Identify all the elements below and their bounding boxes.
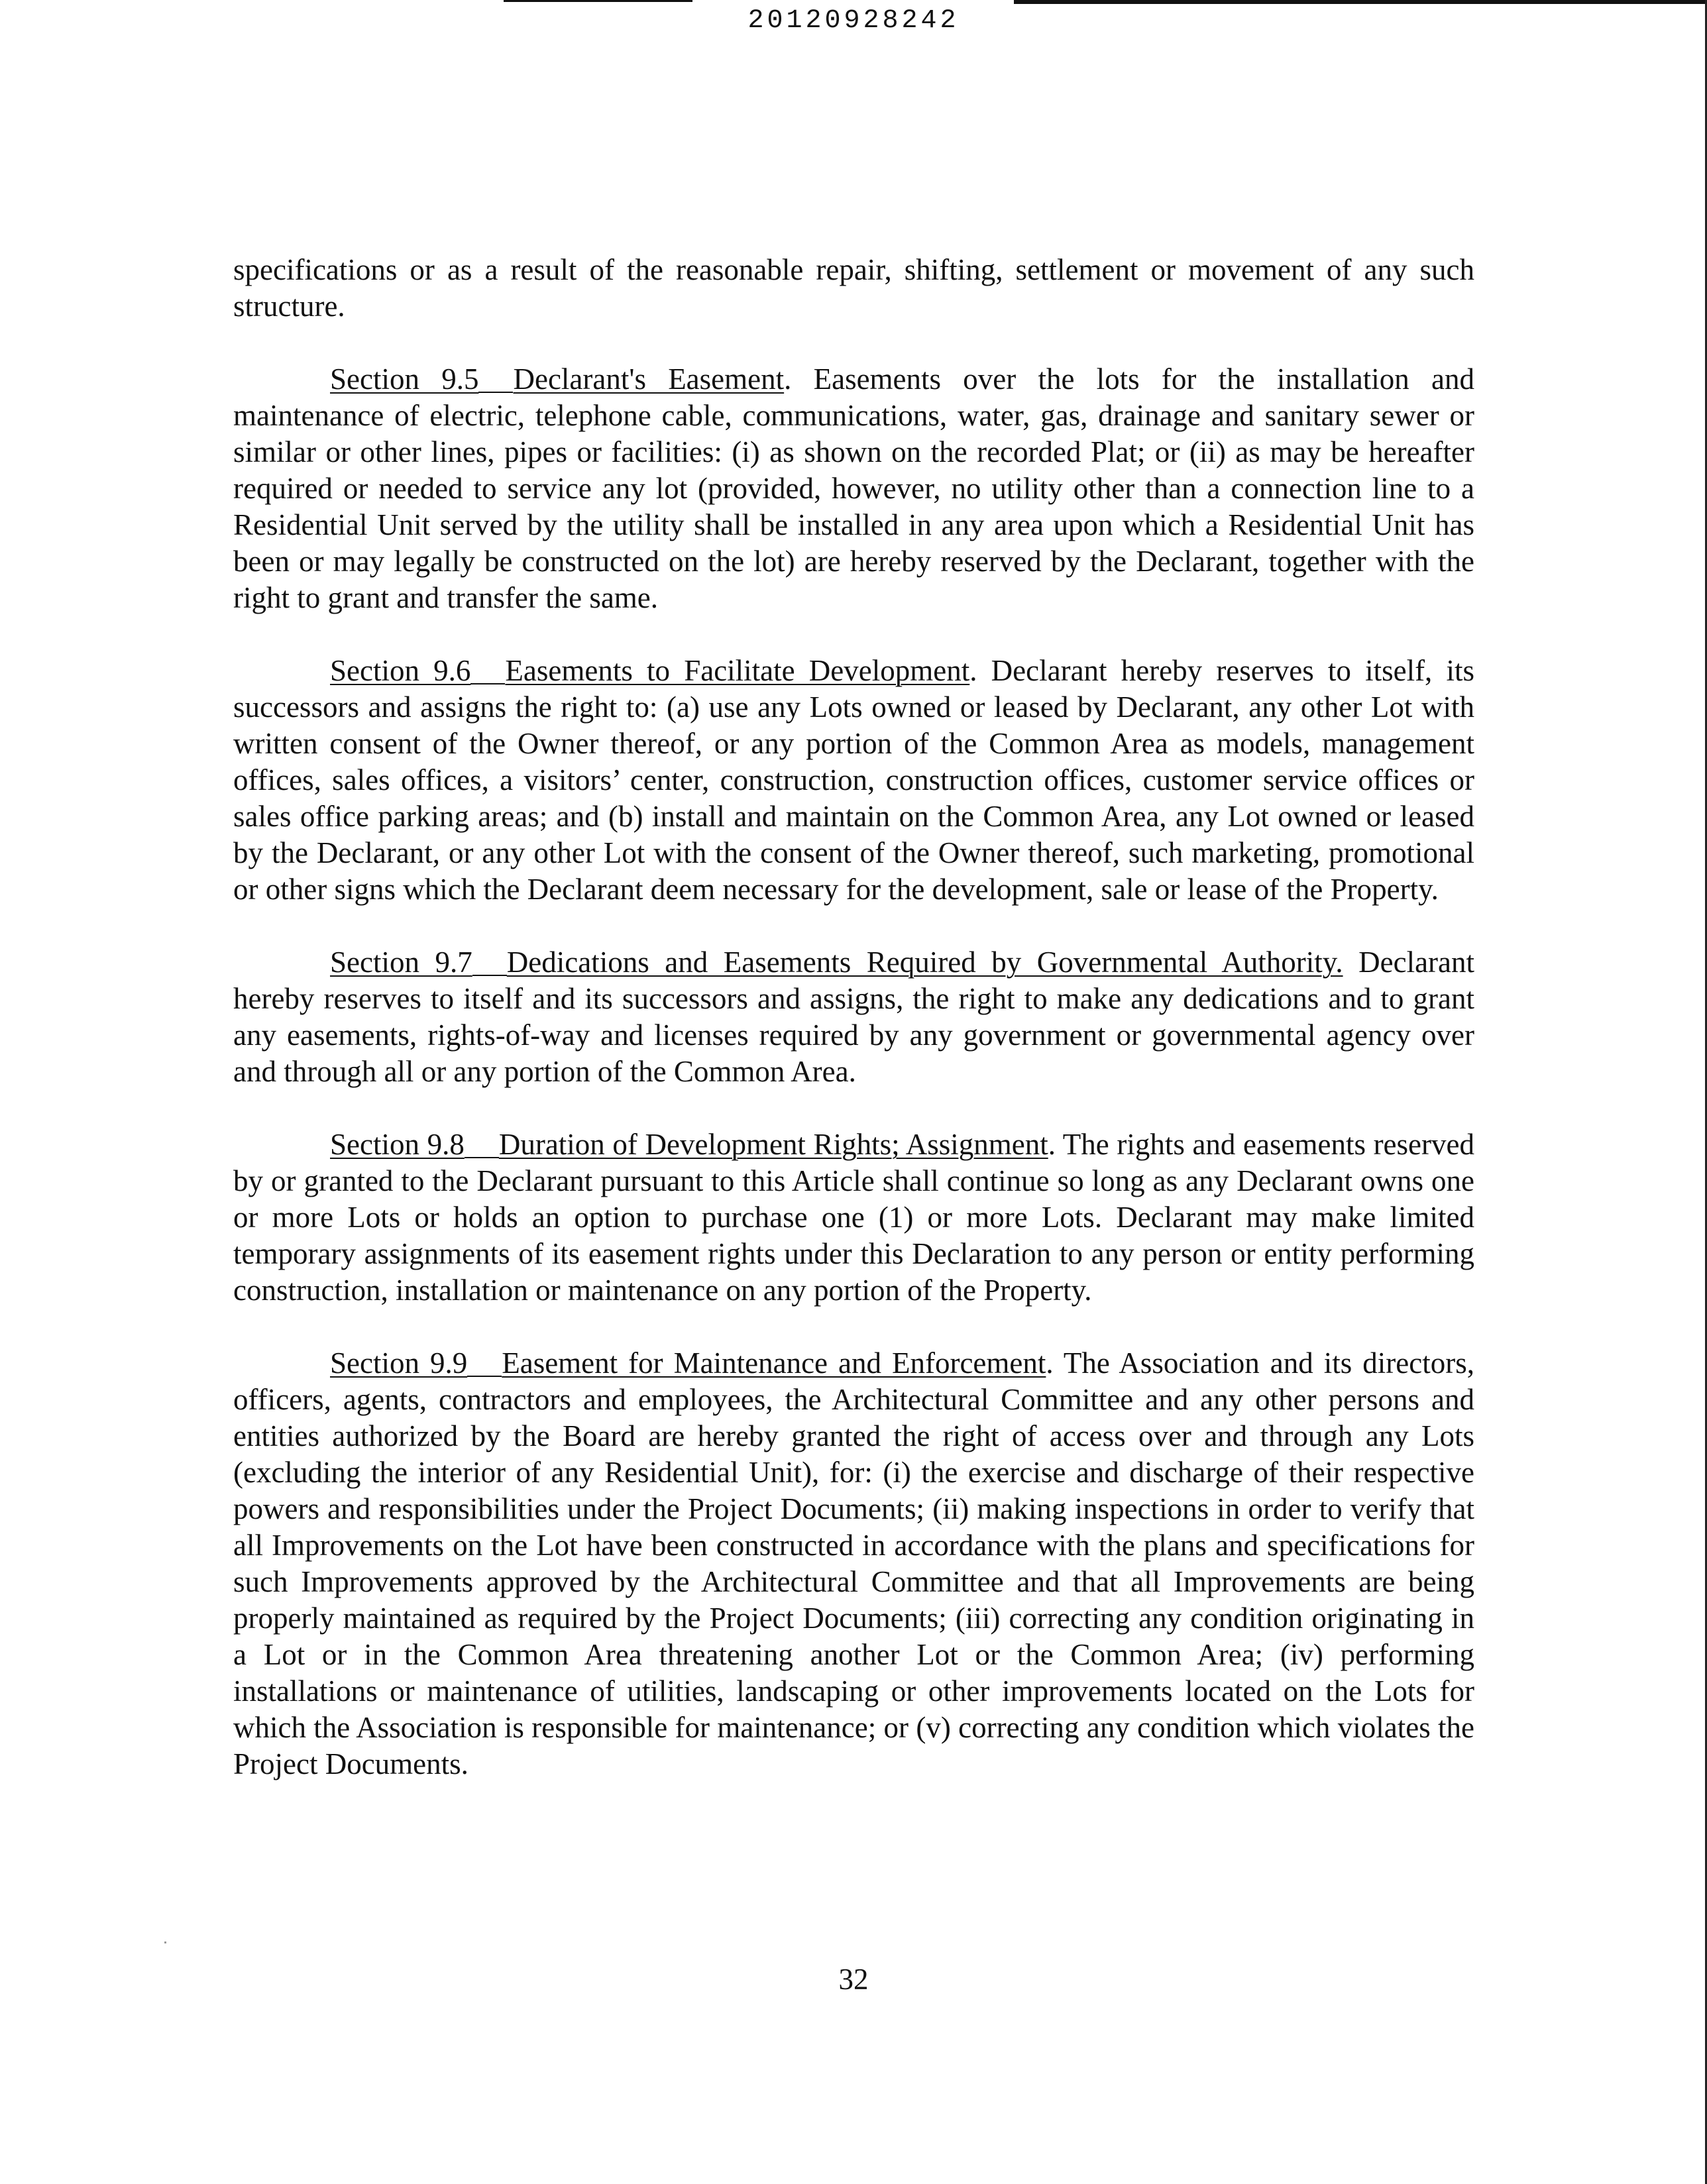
scan-top-rule-left [504,0,692,2]
section-number: Section 9.6 [330,654,471,687]
underline-gap [465,1130,499,1158]
section-title: Declarant's Easement [513,362,785,396]
section-9-8 [233,1126,1474,1309]
underline-gap [470,657,505,684]
continuation-paragraph: specifications or as a result of the reasonable repair, shifting, settlement or movement of any such structure. [233,253,1474,323]
underline-gap [472,948,507,976]
section-title: Dedications and Easements Required by Governmental Authority. [506,946,1343,979]
section-9-7 [233,944,1474,1090]
document-body [233,252,1474,1819]
section-title: Easements to Facilitate Development [505,654,970,687]
scan-speck [164,1941,166,1943]
section-body: . Declarant hereby reserves to itself, its successors and assigns the right to: (a) use any Lots owned or leased by Declarant, any other Lot with written consent of the Owner thereof, or any portion of the Common Area as models, management offices, sales offices, a visitors’ center, construction, construction offices, customer service offices or sales office parking areas; and (b) install and maintain on the Common Area, any Lot owned or leased by the Declarant, or any other Lot with the consent of the Owner thereof, such marketing, promotional or other signs which the Declarant deem necessary for the development, sale or lease of the Property. [233,654,1474,906]
section-body: . The rights and easements reserved by or granted to the Declarant pursuant to this Article shall continue so long as any Declarant owns one or more Lots or holds an option to purchase one (1) or more Lots. Declarant may make limited temporary assignments of its easement rights under this Declaration to any person or entity performing construction, installation or maintenance on any portion of the Property. [233,1128,1474,1307]
section-number: Section 9.7 [330,946,472,979]
section-9-6 [233,653,1474,908]
section-title: Easement for Maintenance and Enforcement [502,1346,1046,1380]
underline-gap [478,365,513,393]
underline-gap [467,1349,502,1377]
page-number: 32 [838,1963,869,1996]
section-number: Section 9.8 [330,1128,465,1161]
section-number: Section 9.9 [330,1346,468,1380]
section-9-5 [233,361,1474,616]
document-number: 20120928242 [747,6,960,36]
section-body: . Easements over the lots for the installation and maintenance of electric, telephone cable, communications, water, gas, drainage and sanitary sewer or similar or other lines, pipes or facilities: (i) as shown on the recorded Plat; or (ii) as may be hereafter required or needed to service any lot (provided, however, no utility other than a connection line to a Residential Unit served by the utility shall be installed in any area upon which a Residential Unit has been or may legally be constructed on the lot) are hereby reserved by the Declarant, together with the right to grant and transfer the same. [233,362,1474,614]
section-number: Section 9.5 [330,362,479,396]
section-body: . The Association and its directors, officers, agents, contractors and employees, the Architectural Committee and any other persons and entities authorized by the Board are hereby granted the right of access over and through any Lots (excluding the interior of any Residential Unit), for: (i) the exercise and discharge of their respective powers and responsibilities under the Project Documents; (ii) making inspections in order to verify that all Improvements on the Lot have been constructed in accordance with the plans and specifications for such Improvements approved by the Architectural Committee and that all Improvements are being properly maintained as required by the Project Documents; (iii) correcting any condition originating in a Lot or in the Common Area threatening another Lot or the Common Area; (iv) performing installations or maintenance of utilities, landscaping or other improvements located on the Lots for which the Association is responsible for maintenance; or (v) correcting any condition which violates the Project Documents. [233,1346,1474,1780]
section-body: Declarant hereby reserves to itself and its successors and assigns, the right to make any dedications and to grant any easements, rights-of-way and licenses required by any government or governmental agency over and through all or any portion of the Common Area. [233,946,1474,1088]
section-title: Duration of Development Rights; Assignment [498,1128,1048,1161]
section-9-9 [233,1345,1474,1782]
